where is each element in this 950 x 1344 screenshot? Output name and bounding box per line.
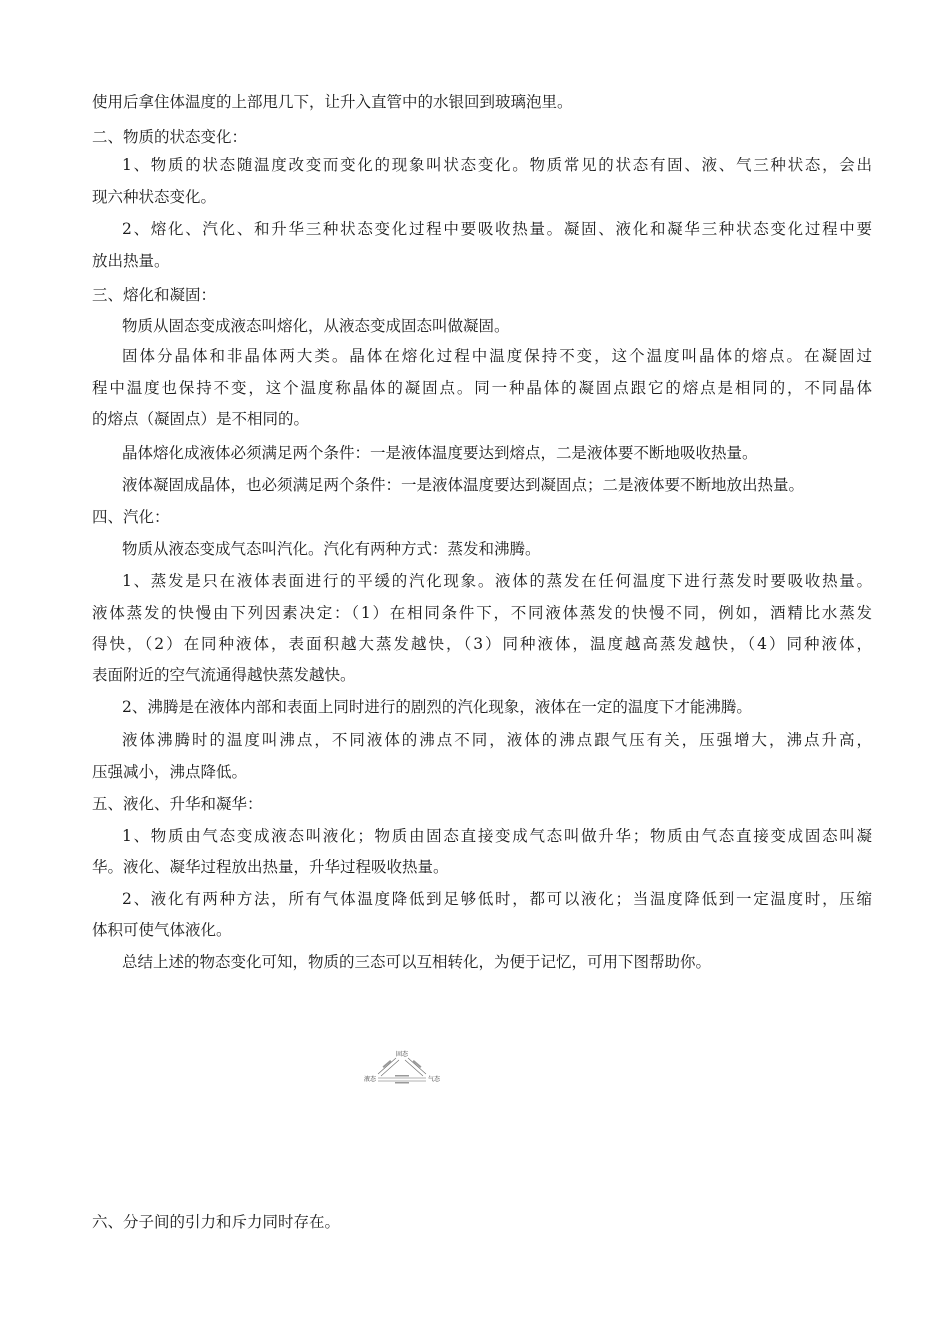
diagram-arrows [378, 1058, 426, 1081]
text-line: 物质从固态变成液态叫熔化，从液态变成固态叫做凝固。 [122, 317, 510, 335]
diagram-node-solid: 固态 [395, 1051, 409, 1058]
text-line: 晶体熔化成液体必须满足两个条件：一是液体温度要达到熔点，二是液体要不断地吸收热量。 [122, 444, 758, 462]
text-line: 总结上述的物态变化可知，物质的三态可以互相转化，为便于记忆，可用下图帮助你。 [122, 953, 712, 971]
text-line: 使用后拿住体温度的上部甩几下，让升入直管中的水银回到玻璃泡里。 [92, 93, 573, 111]
text-line: 液体沸腾时的温度叫沸点，不同液体的沸点不同，液体的沸点跟气压有关，压强增大，沸点升高， [122, 731, 872, 749]
text-line: 体积可使气体液化。 [92, 921, 232, 939]
text-line: 表面附近的空气流通得越快蒸发越快。 [92, 666, 356, 684]
text-line: 2、熔化、汽化、和升华三种状态变化过程中要吸收热量。凝固、液化和凝华三种状态变化过程中要 [122, 220, 872, 238]
text-line: 放出热量。 [92, 252, 170, 270]
text-line: 1、蒸发是只在液体表面进行的平缓的汽化现象。液体的蒸发在任何温度下进行蒸发时要吸收热量。 [122, 572, 872, 590]
text-line: 2、沸腾是在液体内部和表面上同时进行的剧烈的汽化现象，液体在一定的温度下才能沸腾。 [122, 698, 752, 716]
diagram-node-liquid: 液态 [363, 1076, 377, 1083]
section-heading: 五、液化、升华和凝华： [92, 795, 263, 813]
section-heading: 二、物质的状态变化： [92, 128, 248, 146]
text-line: 液体蒸发的快慢由下列因素决定：（1）在相同条件下，不同液体蒸发的快慢不同，例如，酒精比水蒸发 [92, 604, 872, 622]
text-line: 现六种状态变化。 [92, 188, 217, 206]
text-line: 1、物质的状态随温度改变而变化的现象叫状态变化。物质常见的状态有固、液、气三种状态，会出 [122, 156, 872, 174]
text-line: 物质从液态变成气态叫汽化。汽化有两种方式：蒸发和沸腾。 [122, 540, 541, 558]
diagram-node-gas: 气态 [427, 1076, 441, 1083]
section-heading: 六、分子间的引力和斥力同时存在。 [92, 1213, 341, 1231]
diagram-edge-labels [383, 1060, 422, 1083]
text-line: 1、物质由气态变成液态叫液化；物质由固态直接变成气态叫做升华；物质由气态直接变成固态叫凝 [122, 827, 872, 845]
text-line: 固体分晶体和非晶体两大类。晶体在熔化过程中温度保持不变，这个温度叫晶体的熔点。在凝固过 [122, 347, 872, 365]
text-line: 程中温度也保持不变，这个温度称晶体的凝固点。同一种晶体的凝固点跟它的熔点是相同的，不同晶体 [92, 379, 872, 397]
section-heading: 四、汽化： [92, 508, 170, 526]
text-line: 得快，（2）在同种液体，表面积越大蒸发越快，（3）同种液体，温度越高蒸发越快，（4）同种液体， [92, 635, 872, 653]
state-change-diagram [362, 1050, 442, 1086]
text-line: 2、液化有两种方法，所有气体温度降低到足够低时，都可以液化；当温度降低到一定温度时，压缩 [122, 890, 872, 908]
text-line: 的熔点（凝固点）是不相同的。 [92, 410, 310, 428]
text-line: 液体凝固成晶体，也必须满足两个条件：一是液体温度要达到凝固点；二是液体要不断地放出热量。 [122, 476, 805, 494]
section-heading: 三、熔化和凝固： [92, 286, 217, 304]
text-line: 压强减小，沸点降低。 [92, 763, 248, 781]
text-line: 华。液化、凝华过程放出热量，升华过程吸收热量。 [92, 858, 449, 876]
